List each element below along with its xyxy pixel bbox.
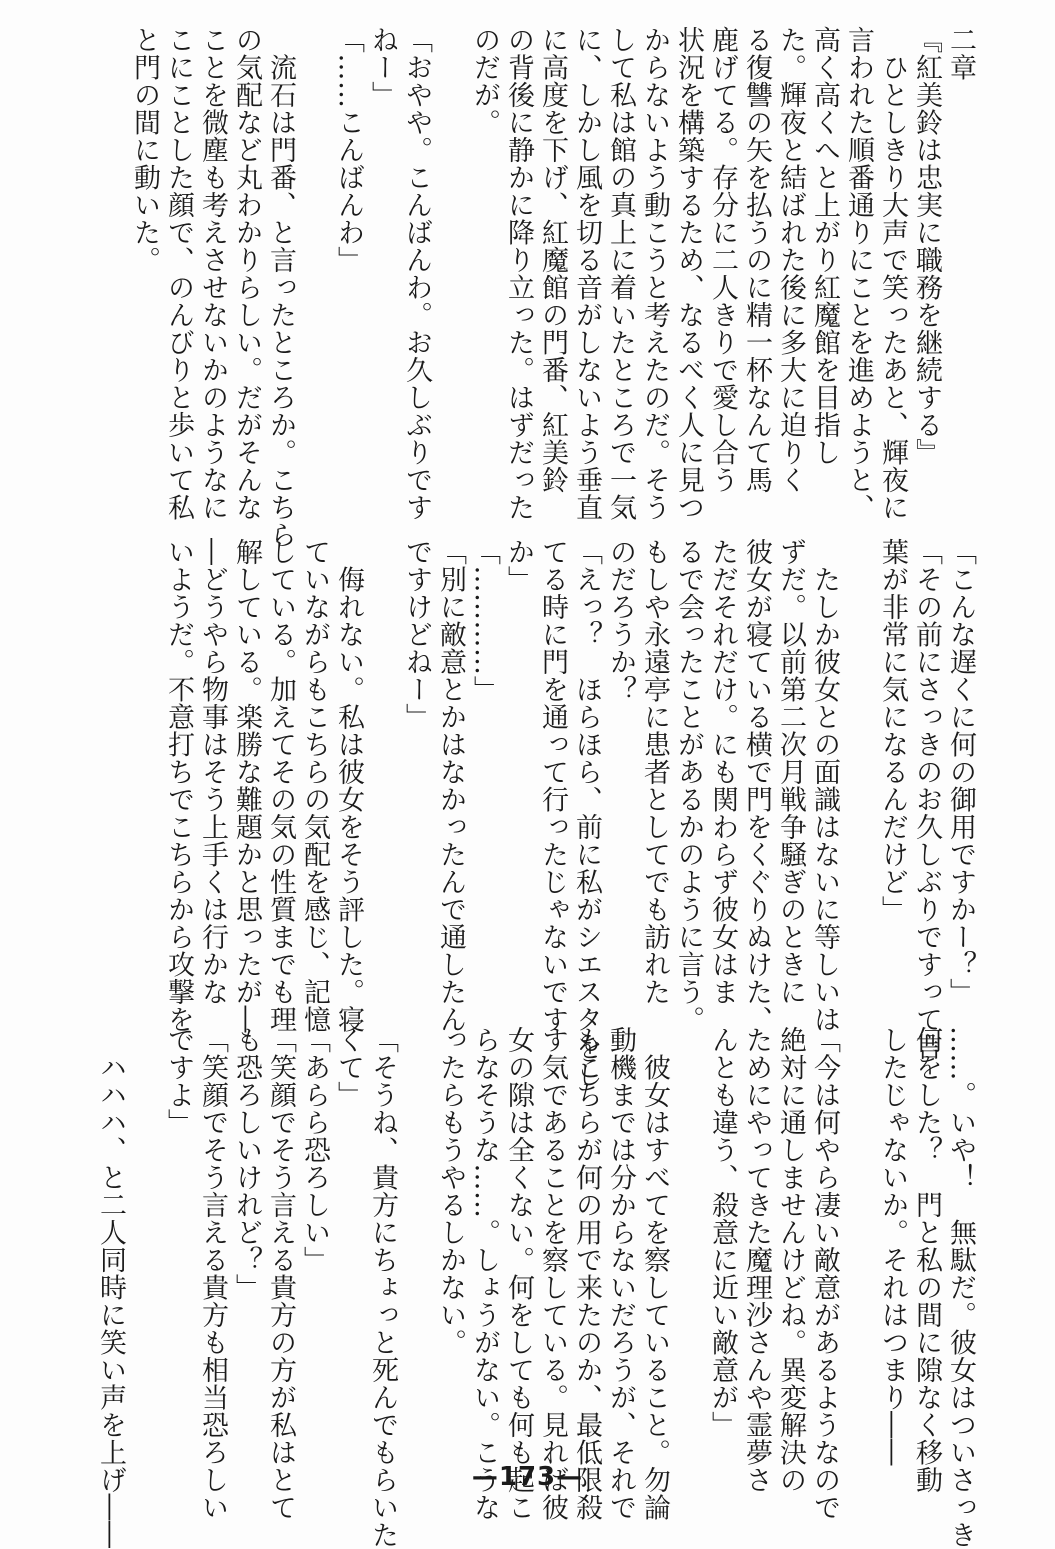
- text-line: ただそれだけ。にも関わらず彼女はま: [707, 538, 738, 1006]
- text-line: したじゃないか。それはつまり――: [877, 1026, 908, 1466]
- text-line: るで会ったことがあるかのように言う。: [673, 538, 704, 1033]
- text-line: 解している。楽勝な難題かと思ったが―: [231, 538, 262, 1033]
- text-line: [399, 1026, 433, 1476]
- text-line: [671, 1026, 705, 1476]
- text-line: 二章: [945, 26, 976, 81]
- text-line: 「おやや。こんばんわ。お久しぶりです: [401, 26, 432, 521]
- page-number: —173—: [471, 1462, 584, 1492]
- text-line: 「あらら恐ろしい」: [299, 1026, 330, 1274]
- text-line: 「笑顔でそう言える貴方も相当恐ろしい: [197, 1026, 228, 1521]
- text-line: ですけどねー」: [401, 538, 432, 731]
- text-line: 侮れない。私は彼女をそう評した。寝: [333, 538, 364, 1033]
- text-line: 「えっ？ ほらほら、前に私がシエスタをし: [571, 538, 602, 1088]
- text-line: 何をした？ 門と私の間に隙なく移動: [911, 1026, 942, 1494]
- text-line: 言われた順番通りにことを進めようと、: [843, 26, 874, 521]
- text-line: たしか彼女との面識はないに等しいは: [809, 538, 840, 1033]
- text-line: [127, 1026, 161, 1476]
- text-line: の気配など丸わかりらしい。だがそんな: [231, 26, 262, 521]
- text-line: 高く高くへと上がり紅魔館を目指し: [809, 26, 840, 466]
- text-line: [433, 26, 467, 506]
- text-line: くて」: [333, 1026, 364, 1109]
- text-line: と門の間に動いた。: [129, 26, 160, 274]
- text-line: のだろうか？: [605, 538, 636, 703]
- text-line: して私は館の真上に着いたところで一気: [605, 26, 636, 521]
- text-line: 「別に敵意とかはなかったんで通したん: [435, 538, 466, 1033]
- text-line: いようだ。不意打ちでこちらから攻撃を: [163, 538, 194, 1033]
- text-line: こにことした顔で、のんびりと歩いて私: [163, 26, 194, 521]
- text-line: もしや永遠亭に患者としてでも訪れた: [639, 538, 670, 1006]
- text-line: 動機までは分からないだろうが、それで: [605, 1026, 636, 1521]
- text-line: からないよう動こうと考えたのだ。そう: [639, 26, 670, 521]
- text-line: 彼女が寝ている横で門をくぐりぬけた、: [741, 538, 772, 1033]
- text-line: す気であることを察している。見れば彼: [537, 1026, 568, 1521]
- text-line: 「……こんばんわ」: [333, 26, 364, 274]
- text-line: 「その前にさっきのお久しぶりですって言: [911, 538, 942, 1061]
- text-line: 『紅美鈴は忠実に職務を継続する』: [911, 26, 942, 466]
- text-line: ためにやってきた魔理沙さんや霊夢さ: [741, 1026, 772, 1494]
- text-line: 絶対に通しませんけどね。異変解決の: [775, 1026, 806, 1494]
- text-line: のだが。: [469, 26, 500, 136]
- text-line: ハハハ、と二人同時に笑い声を上げ――: [95, 1026, 126, 1549]
- text-line: ですよ」: [163, 1026, 194, 1136]
- text-line: 葉が非常に気になるんだけど」: [877, 538, 908, 923]
- text-line: らなそうな……。しょうがない。こうな: [469, 1026, 500, 1521]
- text-line: 流石は門番、と言ったところか。こちら: [265, 26, 296, 549]
- text-line: る復讐の矢を払うのに精一杯なんて馬: [741, 26, 772, 494]
- text-line: ずだ。以前第二次月戦争騒ぎのときに: [775, 538, 806, 1006]
- text-line: 女の隙は全くない。何をしても何も起こ: [503, 1026, 534, 1521]
- text-line: の背後に静かに降り立った。はずだった: [503, 26, 534, 521]
- text-line: に、しかし風を切る音がしないよう垂直: [571, 26, 602, 521]
- text-line: に高度を下げ、紅魔館の門番、紅美鈴: [537, 26, 568, 494]
- text-line: 「笑顔でそう言える貴方の方が私はとて: [265, 1026, 296, 1521]
- text-line: 「そうね、貴方にちょっと死んでもらいた: [367, 1026, 398, 1549]
- text-line: [297, 26, 331, 506]
- text-line: 鹿げてる。存分に二人きりで愛し合う: [707, 26, 738, 494]
- text-line: もこちらが何の用で来たのか、最低限殺: [571, 1026, 602, 1521]
- text-line: ……。いや！ 無駄だ。彼女はついさっき: [945, 1026, 976, 1549]
- text-line: 「…………」: [469, 538, 500, 703]
- text-line: も恐ろしいけれど？」: [231, 1026, 262, 1301]
- text-line: ひとしきり大声で笑ったあと、輝夜に: [877, 26, 908, 521]
- text-line: [841, 1026, 875, 1476]
- text-line: 状況を構築するため、なるべく人に見つ: [673, 26, 704, 521]
- text-line: た。輝夜と結ばれた後に多大に迫りく: [775, 26, 806, 494]
- text-tier-top: [97, 26, 977, 549]
- text-line: ていながらもこちらの気配を感じ、記憶: [299, 538, 330, 1033]
- text-line: している。加えてその気の性質までも理: [265, 538, 296, 1033]
- text-line: てる時に門を通って行ったじゃないです: [537, 538, 568, 1033]
- text-line: 彼女はすべてを察していること。勿論: [639, 1026, 670, 1521]
- text-line: 「こんな遅くに何の御用ですかー？」: [945, 538, 976, 1006]
- text-line: ―どうやら物事はそう上手くは行かな: [197, 538, 228, 1006]
- text-line: ことを微塵も考えさせないかのようなに: [197, 26, 228, 521]
- text-line: 「今は何やら凄い敵意があるようなので: [809, 1026, 840, 1521]
- text-line: [841, 538, 875, 998]
- text-line: か」: [503, 538, 534, 593]
- text-line: ねー」: [367, 26, 398, 109]
- text-line: [365, 538, 399, 998]
- text-line: ったらもうやるしかない。: [435, 1026, 466, 1356]
- text-line: んとも違う、殺意に近い敵意が」: [707, 1026, 738, 1439]
